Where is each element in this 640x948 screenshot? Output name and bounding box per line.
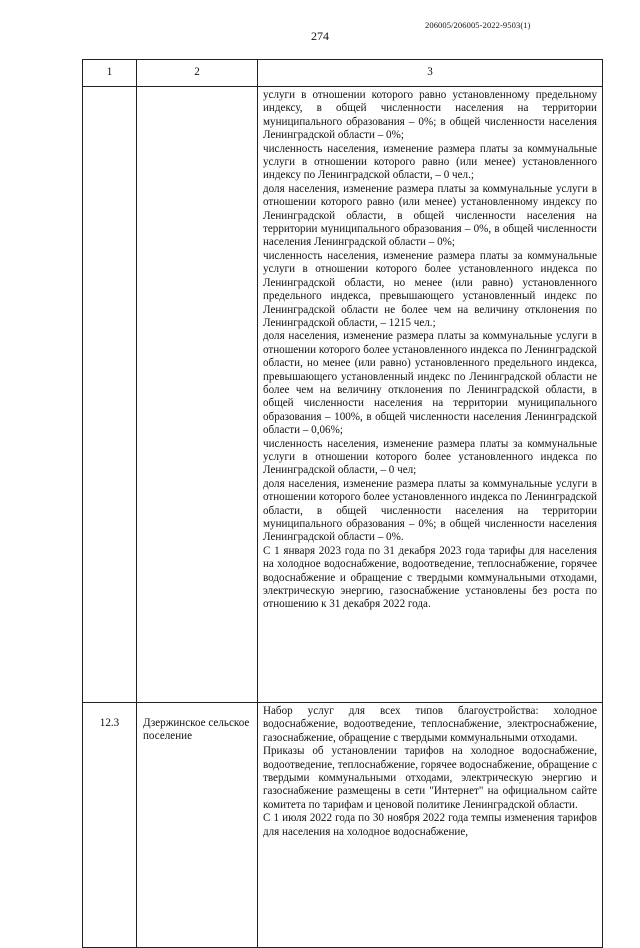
- table-header-row: [83, 60, 603, 87]
- row-number: [83, 87, 137, 703]
- description-paragraph: доля населения, изменение размера платы за коммунальные услуги в отношении которого более установленного индекса по Ленинградской области, но менее (или равно) установленного предельного индекса, превышающего установленный индекс по Ленинградской области не более чем на величину отклонения по Ленинградской области, в общей численности населения на территории муниципального образования – 100%, в общей численности населения Ленинградской области – 0,06%;: [263, 330, 597, 437]
- table-row: [83, 87, 603, 703]
- row-description: [258, 703, 603, 948]
- column-header-1: 1: [83, 60, 137, 87]
- row-number: 12.3: [83, 703, 137, 948]
- description-paragraph: С 1 января 2023 года по 31 декабря 2023 года тарифы для населения на холодное водоснабжение, водоотведение, теплоснабжение, горячее водоснабжение и обращение с твердыми коммунальными отходами, электрическую энергию, газоснабжение установлены без роста по отношению к 31 декабря 2022 года.: [263, 544, 597, 611]
- settlement-name: [137, 87, 258, 703]
- page-number: 274: [311, 29, 329, 43]
- description-paragraph: доля населения, изменение размера платы за коммунальные услуги в отношении которого равно (или менее) установленному индексу по Ленинградской области, в общей численности населения на территории муниципального образования – 0%, в общей численности населения Ленинградской области – 0%;: [263, 182, 597, 249]
- row-description: [258, 87, 603, 703]
- settlement-name: Дзержинское сельское поселение: [137, 703, 258, 948]
- description-paragraph: численность населения, изменение размера платы за коммунальные услуги в отношении которого равно (или менее) установленного индексу по Ленинградской области, – 0 чел.;: [263, 142, 597, 182]
- description-paragraph: Набор услуг для всех типов благоустройства: холодное водоснабжение, водоотведение, теплоснабжение, электроснабжение, газоснабжение, обращение с твердыми коммунальными отходами.: [263, 705, 597, 744]
- description-paragraph: доля населения, изменение размера платы за коммунальные услуги в отношении которого более установленного индекса по Ленинградской области, в общей численности населения на территории муниципального образования – 0%; в общей численности населения Ленинградской области – 0%.: [263, 477, 597, 544]
- document-code: 206005/206005-2022-9503(1): [425, 20, 531, 30]
- table-row: [83, 703, 603, 948]
- description-paragraph: численность населения, изменение размера платы за коммунальные услуги в отношении которого более установленного индекса по Ленинградской области, – 0 чел;: [263, 437, 597, 477]
- description-paragraph: услуги в отношении которого равно установленному предельному индексу, в общей численности населения на территории муниципального образования – 0%; в общей численности населения Ленинградской области – 0%;: [263, 89, 597, 142]
- description-paragraph: С 1 июля 2022 года по 30 ноября 2022 года темпы изменения тарифов для населения на холодное водоснабжение,: [263, 812, 597, 838]
- content-table: [82, 59, 603, 948]
- column-header-3: 3: [258, 60, 603, 87]
- description-paragraph: численность населения, изменение размера платы за коммунальные услуги в отношении которого более установленного индекса по Ленинградской области, но менее (или равно) установленного предельного индекса, превышающего установленный индекс по Ленинградской области не более чем на величину отклонения по Ленинградской области, – 1215 чел.;: [263, 249, 597, 329]
- column-header-2: 2: [137, 60, 258, 87]
- description-paragraph: Приказы об установлении тарифов на холодное водоснабжение, водоотведение, теплоснабжение, горячее водоснабжение, обращение с твердыми коммунальными отходами, электрическую энергию и газоснабжение размещены в сети "Интернет" на официальном сайте комитета по тарифам и ценовой политике Ленинградской области.: [263, 745, 597, 811]
